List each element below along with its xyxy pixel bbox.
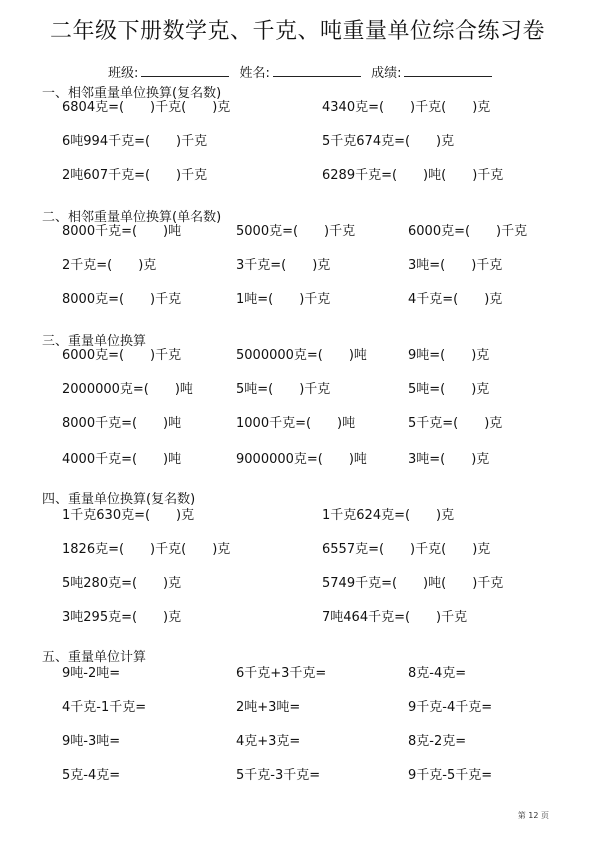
exercise-item: 8000千克=( )吨 [62,224,182,239]
exercise-item: 2吨+3吨= [236,700,301,715]
section-heading: 四、重量单位换算(复名数) [42,492,196,507]
exercise-item: 8克-4克= [408,666,467,681]
exercise-item: 8000克=( )千克 [62,292,182,307]
exercise-item: 5千克-3千克= [236,768,321,783]
exercise-item: 6000克=( )千克 [408,224,528,239]
exercise-item: 9吨=( )克 [408,348,490,363]
student-info [108,62,498,81]
exercise-item: 8000千克=( )吨 [62,416,182,431]
exercise-item: 3吨295克=( )克 [62,610,182,625]
page-title: 二年级下册数学克、千克、吨重量单位综合练习卷 [49,19,545,44]
exercise-item: 6804克=( )千克( )克 [62,100,231,115]
exercise-item: 1000千克=( )吨 [236,416,356,431]
section-heading: 三、重量单位换算 [42,334,147,349]
class-label: 班级: [108,66,139,81]
exercise-item: 6289千克=( )吨( )千克 [322,168,504,183]
exercise-item: 5千克=( )克 [408,416,503,431]
section-heading: 二、相邻重量单位换算(单名数) [42,210,222,225]
exercise-item: 5吨280克=( )克 [62,576,182,591]
exercise-item: 4000千克=( )吨 [62,452,182,467]
exercise-item: 6吨994千克=( )千克 [62,134,208,149]
exercise-item: 2000000克=( )吨 [62,382,193,397]
exercise-item: 8克-2克= [408,734,467,749]
exercise-item: 4340克=( )千克( )克 [322,100,491,115]
section-heading: 一、相邻重量单位换算(复名数) [42,86,222,101]
score-field[interactable] [404,64,492,77]
exercise-item: 1826克=( )千克( )克 [62,542,231,557]
exercise-item: 4千克-1千克= [62,700,147,715]
exercise-item: 4千克=( )克 [408,292,503,307]
exercise-item: 1千克630克=( )克 [62,508,195,523]
exercise-item: 6000克=( )千克 [62,348,182,363]
exercise-item: 3吨=( )克 [408,452,490,467]
exercise-item: 2千克=( )克 [62,258,157,273]
exercise-item: 9吨-3吨= [62,734,121,749]
page-number: 第 12 页 [517,811,549,820]
exercise-item: 2吨607千克=( )千克 [62,168,208,183]
exercise-item: 1吨=( )千克 [236,292,331,307]
exercise-item: 5000克=( )千克 [236,224,356,239]
exercise-item: 5吨=( )千克 [236,382,331,397]
exercise-item: 3千克=( )克 [236,258,331,273]
exercise-item: 9千克-4千克= [408,700,493,715]
exercise-item: 7吨464千克=( )千克 [322,610,468,625]
exercise-item: 6557克=( )千克( )克 [322,542,491,557]
exercise-item: 5749千克=( )吨( )千克 [322,576,504,591]
section-heading: 五、重量单位计算 [42,650,147,665]
exercise-item: 4克+3克= [236,734,301,749]
exercise-item: 1千克624克=( )克 [322,508,455,523]
exercise-item: 3吨=( )千克 [408,258,503,273]
exercise-item: 5千克674克=( )克 [322,134,455,149]
exercise-item: 9千克-5千克= [408,768,493,783]
name-field[interactable] [273,64,361,77]
exercise-item: 9000000克=( )吨 [236,452,367,467]
exercise-item: 5吨=( )克 [408,382,490,397]
name-label: 姓名: [239,66,270,81]
exercise-item: 6千克+3千克= [236,666,327,681]
score-label: 成绩: [371,66,402,81]
exercise-item: 5000000克=( )吨 [236,348,367,363]
class-field[interactable] [141,64,229,77]
exercise-item: 9吨-2吨= [62,666,121,681]
exercise-item: 5克-4克= [62,768,121,783]
